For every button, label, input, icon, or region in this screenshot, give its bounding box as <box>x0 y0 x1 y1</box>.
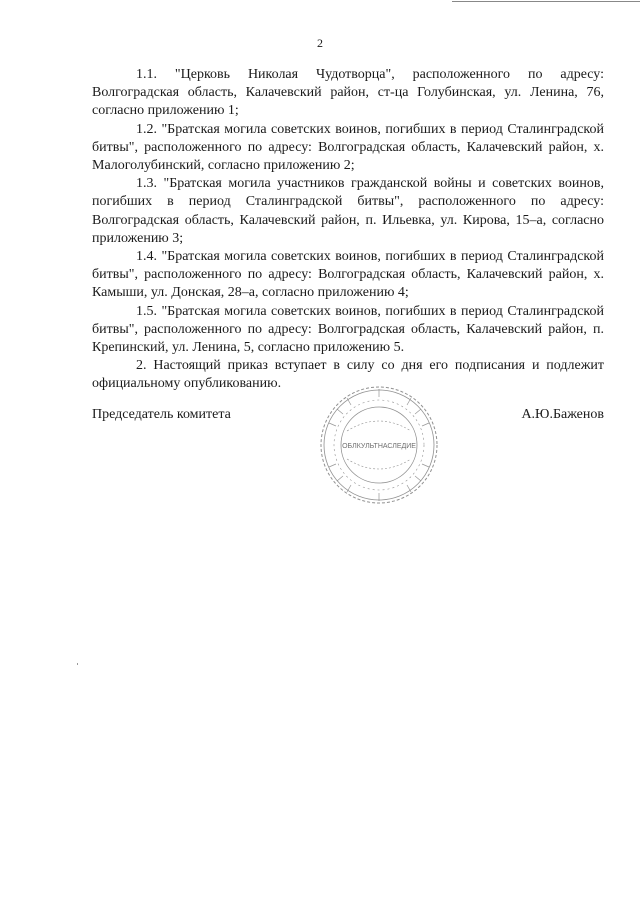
signatory-title: Председатель комитета <box>92 407 231 422</box>
page-number: 2 <box>317 36 323 50</box>
signatory-name: А.Ю.Баженов <box>521 407 604 422</box>
paragraph-2: 2. Настоящий приказ вступает в силу со дня его подписания и подлежит официальному опубликованию. <box>92 358 604 392</box>
paragraph-1-1: 1.1. "Церковь Николая Чудотворца", расположенного по адресу: Волгоградская область, Калачевский район, ст-ца Голубинская, ул. Ленина, 76, согласно приложению 1; <box>92 67 604 119</box>
scan-speck <box>77 663 78 665</box>
document-body <box>92 66 604 394</box>
paragraph-1-4: 1.4. "Братская могила советских воинов, погибших в период Сталинградской битвы", расположенного по адресу: Волгоградская область, Калачевский район, х. Камыши, ул. Донская, 28–а, согласно приложению 4; <box>92 249 604 301</box>
seal-center-text: ОБЛКУЛЬТНАСЛЕДИЕ <box>342 443 416 450</box>
paragraph-1-3: 1.3. "Братская могила участников гражданской войны и советских воинов, погибших в период Сталинградской битвы", расположенного по адресу: Волгоградская область, Калачевский район, п. Ильевка, ул. Кирова, 15–а, согласно приложению 3; <box>92 176 604 246</box>
paragraph-1-2: 1.2. "Братская могила советских воинов, погибших в период Сталинградской битвы", расположенного по адресу: Волгоградская область, Калачевский район, х. Малоголубинский, согласно приложению 2; <box>92 121 604 174</box>
paragraph-1-5: 1.5. "Братская могила советских воинов, погибших в период Сталинградской битвы", расположенного по адресу: Волгоградская область, Калачевский район, п. Крепинский, ул. Ленина, 5, согласно приложению 5. <box>92 303 604 356</box>
official-seal-stamp <box>317 383 441 507</box>
top-edge-rule <box>452 1 640 2</box>
